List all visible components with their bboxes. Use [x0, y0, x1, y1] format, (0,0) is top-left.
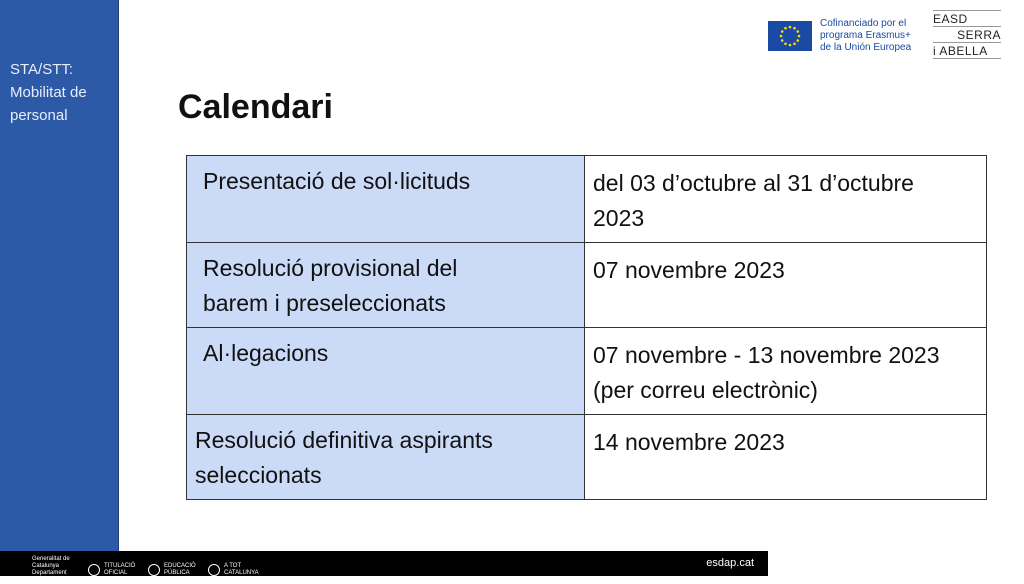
- row-value-line-2: 2023: [593, 205, 645, 231]
- seal-icon: [88, 564, 100, 576]
- school-logo-line-2: SERRA: [933, 26, 1001, 42]
- map-icon: [208, 564, 220, 576]
- footer-item-titulacio: [88, 556, 134, 584]
- table-row: [187, 328, 987, 415]
- table-row: [187, 415, 987, 500]
- school-logo-line-1: EASD: [933, 10, 1001, 26]
- footer-item-label: A TOT CATALUNYA: [224, 563, 259, 576]
- value-cell: [585, 415, 987, 500]
- label-cell: [187, 328, 585, 415]
- sidebar-line-2: Mobilitat de: [10, 84, 87, 101]
- footer-item-label: TITULACIÓ OFICIAL: [104, 563, 136, 576]
- people-icon: [148, 564, 160, 576]
- row-label: Presentació de sol·licituds: [203, 168, 471, 194]
- sidebar-line-3: personal: [10, 107, 68, 124]
- eu-logo-line-3: de la Unión Europea: [820, 42, 912, 53]
- label-cell: [187, 415, 585, 500]
- row-value: 07 novembre 2023: [593, 257, 785, 283]
- value-cell: [585, 243, 987, 328]
- school-logo-line-3: i ABELLA: [933, 42, 1001, 59]
- row-value-line-1: 07 novembre - 13 novembre 2023: [593, 342, 940, 368]
- footer-item-catalunya: [208, 556, 259, 584]
- label-cell: [187, 156, 585, 243]
- footer-url[interactable]: esdap.cat: [706, 557, 754, 569]
- row-value-line-2: (per correu electrònic): [593, 377, 818, 403]
- value-cell: [585, 328, 987, 415]
- page-title: Calendari: [178, 88, 333, 126]
- row-label-line-1: Resolució definitiva aspirants: [195, 427, 493, 453]
- eu-cofunding-logo: [768, 18, 911, 54]
- row-label: Al·legacions: [203, 340, 329, 366]
- gencat-logo: [32, 556, 74, 584]
- value-cell: [585, 156, 987, 243]
- row-label-line-2: barem i preseleccionats: [203, 290, 446, 316]
- footer-item-educacio: [148, 556, 194, 584]
- table-row: [187, 156, 987, 243]
- gencat-text: Generalitat de Catalunya Departament d'Ensenyament: [32, 556, 74, 583]
- footer-item-label: EDUCACIÓ PÚBLICA: [164, 563, 196, 576]
- row-value-line-1: del 03 d’octubre al 31 d’octubre: [593, 170, 914, 196]
- eu-logo-text: [820, 18, 911, 54]
- sidebar-label: [10, 58, 87, 127]
- eu-flag-icon: [768, 21, 812, 51]
- table-row: [187, 243, 987, 328]
- sidebar-line-1: STA/STT:: [10, 61, 74, 78]
- footer-items: [32, 556, 259, 584]
- calendar-table: [186, 155, 987, 500]
- school-logo: [933, 10, 1001, 59]
- row-label-line-2: seleccionats: [195, 462, 322, 488]
- footer-bar: [0, 551, 768, 583]
- eu-logo-line-1: Cofinanciado por el: [820, 18, 907, 29]
- row-value: 14 novembre 2023: [593, 429, 785, 455]
- eu-logo-line-2: programa Erasmus+: [820, 30, 911, 41]
- label-cell: [187, 243, 585, 328]
- row-label-line-1: Resolució provisional del: [203, 255, 458, 281]
- sidebar: [0, 0, 119, 551]
